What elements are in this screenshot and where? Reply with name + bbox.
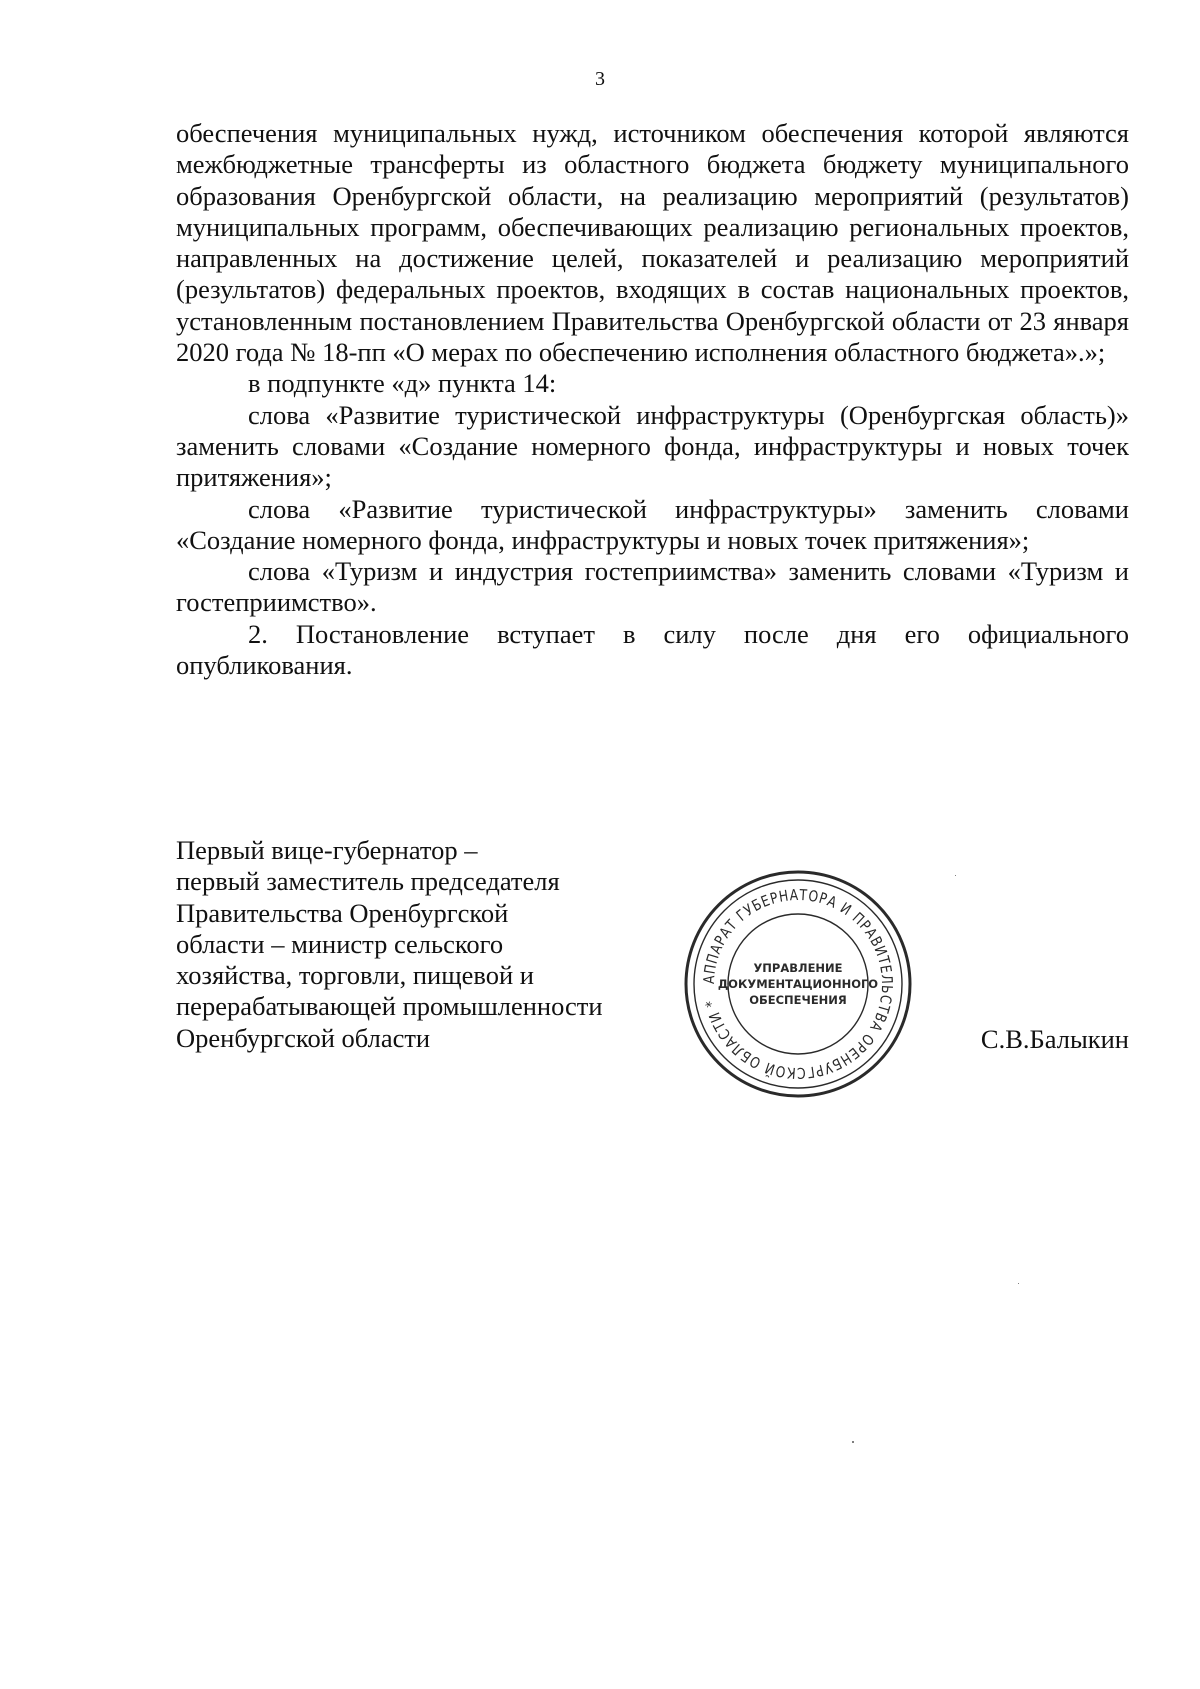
signatory-name: С.В.Балыкин	[980, 1024, 1129, 1054]
paragraph: слова «Туризм и индустрия гостеприимства» заменить словами «Туризм и гостеприимство».	[176, 556, 1129, 618]
signatory-title-line: Оренбургской области	[176, 1022, 431, 1053]
seal-center-line: УПРАВЛЕНИЕ	[753, 961, 843, 975]
signatory-title-line: Первый вице-губернатор –	[176, 835, 478, 865]
scan-speck	[1018, 1283, 1019, 1284]
page-number: 3	[595, 68, 605, 90]
signatory-title	[176, 835, 656, 1054]
scan-speck	[955, 875, 956, 876]
paragraph: слова «Развитие туристической инфраструктуры (Оренбургская область)» заменить словами «Создание номерного фонда, инфраструктуры и новых точек притяжения»;	[176, 399, 1129, 493]
paragraph: слова «Развитие туристической инфраструктуры» заменить словами «Создание номерного фонда, инфраструктуры и новых точек притяжения»;	[176, 493, 1129, 555]
signatory-title-line: перерабатывающей промышленности	[176, 991, 603, 1022]
seal-center-line: ДОКУМЕНТАЦИОННОГО	[717, 977, 879, 991]
paragraph: в подпункте «д» пункта 14:	[248, 368, 557, 399]
official-seal	[682, 868, 914, 1100]
scan-speck	[852, 1441, 854, 1443]
signatory-title-line: Правительства Оренбургской	[176, 897, 509, 928]
paragraph: обеспечения муниципальных нужд, источником обеспечения которой являются межбюджетные трансферты из областного бюджета бюджету муниципального образования Оренбургской области, на реализацию мероприятий (результатов) муниципальных программ, обеспечивающих реализацию региональных проектов, направленных на достижение целей, показателей и реализацию мероприятий (результатов) федеральных проектов, входящих в состав национальных проектов, установленным постановлением Правительства Оренбургской области от 23 января 2020 года № 18-пп «О мерах по обеспечению исполнения областного бюджета».»;	[176, 118, 1129, 368]
seal-center-line: ОБЕСПЕЧЕНИЯ	[749, 993, 847, 1007]
signatory-title-line: первый заместитель председателя	[176, 866, 560, 897]
signatory-title-line: области – министр сельского	[176, 928, 504, 959]
paragraph: 2. Постановление вступает в силу после дня его официального опубликования.	[176, 618, 1129, 681]
seal-ring-text: АППАРАТ ГУБЕРНАТОРА И ПРАВИТЕЛЬСТВА ОРЕНБУРГСКОЙ ОБЛАСТИ *	[699, 885, 897, 1083]
document-body	[176, 118, 1129, 681]
signatory-title-line: хозяйства, торговли, пищевой и	[176, 960, 534, 991]
